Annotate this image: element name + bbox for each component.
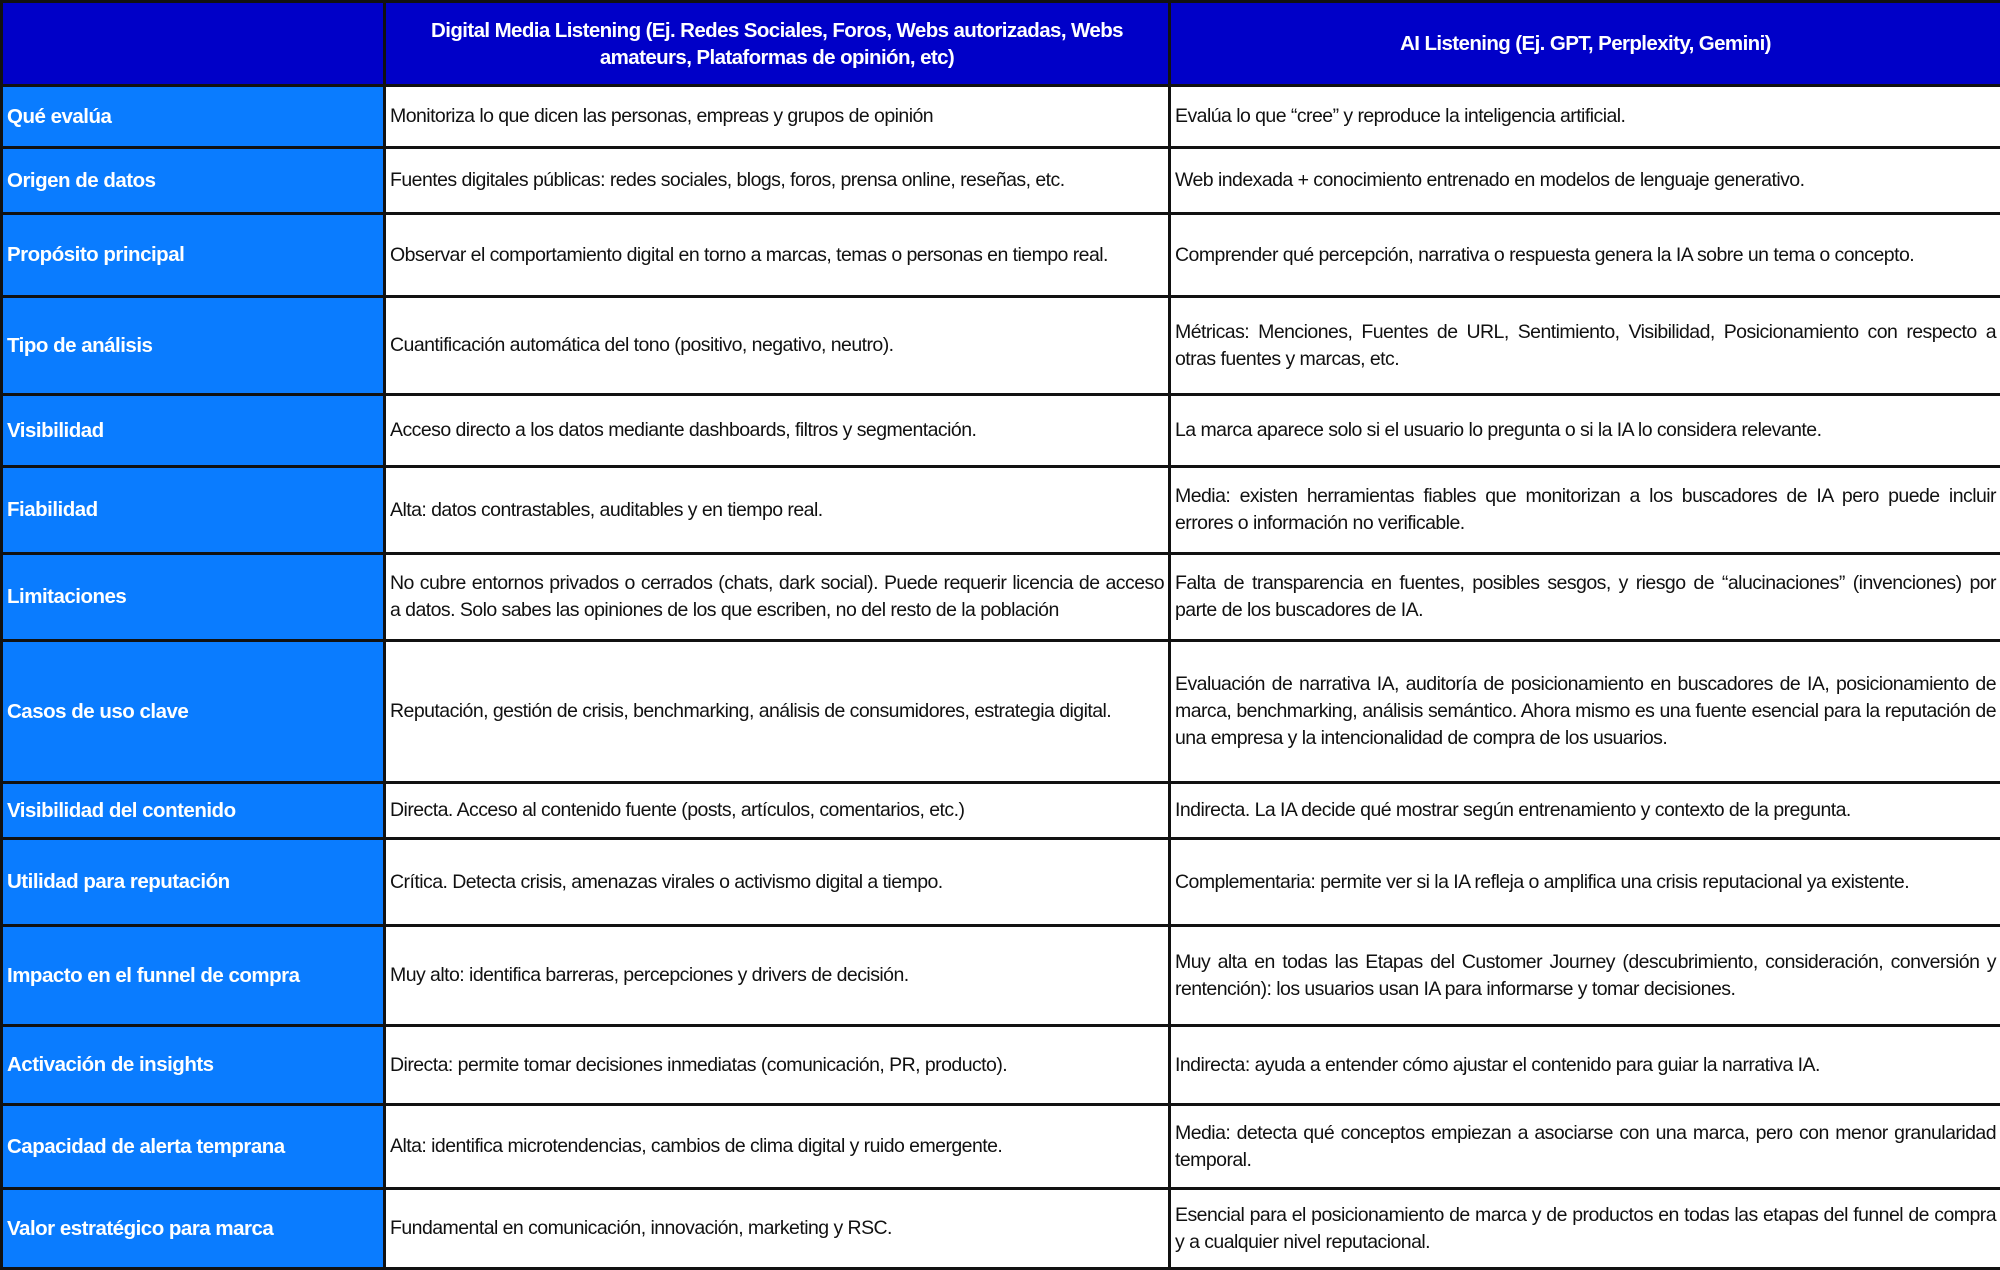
digital-cell: Muy alto: identifica barreras, percepciones y drivers de decisión. [385, 926, 1170, 1026]
row-label: Capacidad de alerta temprana [2, 1105, 385, 1189]
digital-cell: Cuantificación automática del tono (positivo, negativo, neutro). [385, 297, 1170, 395]
digital-cell: No cubre entornos privados o cerrados (chats, dark social). Puede requerir licencia de acceso a datos. Solo sabes las opiniones de los que escriben, no del resto de la población [385, 554, 1170, 641]
table-row [2, 1026, 2000, 1105]
table-row [2, 467, 2000, 554]
ai-cell: Indirecta. La IA decide qué mostrar según entrenamiento y contexto de la pregunta. [1170, 783, 2000, 839]
header-digital-media-listening: Digital Media Listening (Ej. Redes Sociales, Foros, Webs autorizadas, Webs amateurs, Plataformas de opinión, etc) [385, 2, 1170, 86]
ai-cell: Métricas: Menciones, Fuentes de URL, Sentimiento, Visibilidad, Posicionamiento con respecto a otras fuentes y marcas, etc. [1170, 297, 2000, 395]
table-row [2, 148, 2000, 214]
digital-cell: Directa. Acceso al contenido fuente (posts, artículos, comentarios, etc.) [385, 783, 1170, 839]
digital-cell: Observar el comportamiento digital en torno a marcas, temas o personas en tiempo real. [385, 214, 1170, 297]
row-label: Qué evalúa [2, 86, 385, 148]
table-row [2, 641, 2000, 783]
table-row [2, 839, 2000, 926]
row-label: Visibilidad del contenido [2, 783, 385, 839]
digital-cell: Alta: identifica microtendencias, cambios de clima digital y ruido emergente. [385, 1105, 1170, 1189]
ai-cell: Web indexada + conocimiento entrenado en modelos de lenguaje generativo. [1170, 148, 2000, 214]
header-row [2, 2, 2000, 86]
row-label: Propósito principal [2, 214, 385, 297]
ai-cell: Media: detecta qué conceptos empiezan a asociarse con una marca, pero con menor granularidad temporal. [1170, 1105, 2000, 1189]
digital-cell: Monitoriza lo que dicen las personas, empreas y grupos de opinión [385, 86, 1170, 148]
ai-cell: Indirecta: ayuda a entender cómo ajustar el contenido para guiar la narrativa IA. [1170, 1026, 2000, 1105]
table-row [2, 214, 2000, 297]
ai-cell: Esencial para el posicionamiento de marca y de productos en todas las etapas del funnel de compra y a cualquier nivel reputacional. [1170, 1189, 2000, 1269]
digital-cell: Reputación, gestión de crisis, benchmarking, análisis de consumidores, estrategia digital. [385, 641, 1170, 783]
row-label: Impacto en el funnel de compra [2, 926, 385, 1026]
table-row [2, 783, 2000, 839]
row-label: Utilidad para reputación [2, 839, 385, 926]
header-corner-cell [2, 2, 385, 86]
ai-cell: Evaluación de narrativa IA, auditoría de posicionamiento en buscadores de IA, posicionamiento de marca, benchmarking, análisis semántico. Ahora mismo es una fuente esencial para la reputación de una empresa y la intencionalidad de compra de los usuarios. [1170, 641, 2000, 783]
header-ai-listening: AI Listening (Ej. GPT, Perplexity, Gemini) [1170, 2, 2000, 86]
digital-cell: Directa: permite tomar decisiones inmediatas (comunicación, PR, producto). [385, 1026, 1170, 1105]
ai-cell: Complementaria: permite ver si la IA refleja o amplifica una crisis reputacional ya existente. [1170, 839, 2000, 926]
table-row [2, 1105, 2000, 1189]
digital-cell: Crítica. Detecta crisis, amenazas virales o activismo digital a tiempo. [385, 839, 1170, 926]
table-row [2, 554, 2000, 641]
digital-cell: Fuentes digitales públicas: redes sociales, blogs, foros, prensa online, reseñas, etc. [385, 148, 1170, 214]
row-label: Visibilidad [2, 395, 385, 467]
table-row [2, 1189, 2000, 1269]
table-row [2, 395, 2000, 467]
digital-cell: Acceso directo a los datos mediante dashboards, filtros y segmentación. [385, 395, 1170, 467]
table-row [2, 926, 2000, 1026]
digital-cell: Alta: datos contrastables, auditables y en tiempo real. [385, 467, 1170, 554]
ai-cell: Media: existen herramientas fiables que monitorizan a los buscadores de IA pero puede incluir errores o información no verificable. [1170, 467, 2000, 554]
ai-cell: Muy alta en todas las Etapas del Customer Journey (descubrimiento, consideración, conversión y rentención): los usuarios usan IA para informarse y tomar decisiones. [1170, 926, 2000, 1026]
row-label: Casos de uso clave [2, 641, 385, 783]
row-label: Origen de datos [2, 148, 385, 214]
row-label: Activación de insights [2, 1026, 385, 1105]
table-row [2, 297, 2000, 395]
digital-cell: Fundamental en comunicación, innovación, marketing y RSC. [385, 1189, 1170, 1269]
row-label: Fiabilidad [2, 467, 385, 554]
ai-cell: Evalúa lo que “cree” y reproduce la inteligencia artificial. [1170, 86, 2000, 148]
ai-cell: La marca aparece solo si el usuario lo pregunta o si la IA lo considera relevante. [1170, 395, 2000, 467]
ai-cell: Falta de transparencia en fuentes, posibles sesgos, y riesgo de “alucinaciones” (invenciones) por parte de los buscadores de IA. [1170, 554, 2000, 641]
row-label: Valor estratégico para marca [2, 1189, 385, 1269]
ai-cell: Comprender qué percepción, narrativa o respuesta genera la IA sobre un tema o concepto. [1170, 214, 2000, 297]
row-label: Tipo de análisis [2, 297, 385, 395]
table-row [2, 86, 2000, 148]
row-label: Limitaciones [2, 554, 385, 641]
